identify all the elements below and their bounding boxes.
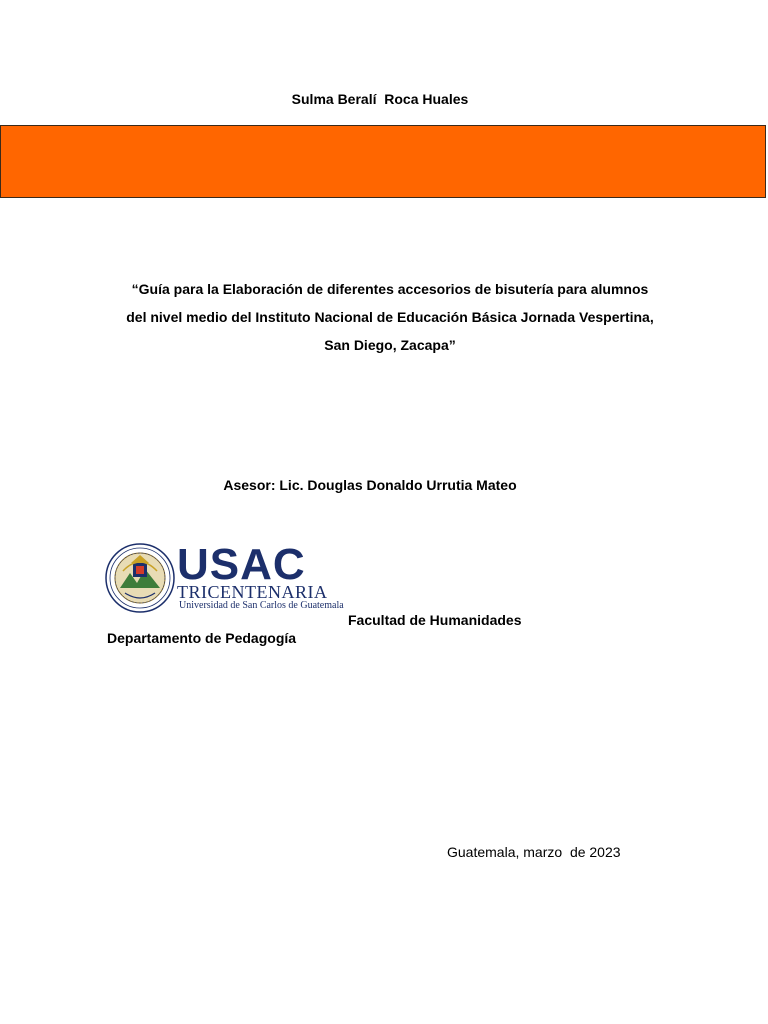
logo-university-text: Universidad de San Carlos de Guatemala [179, 600, 344, 611]
document-title: “Guía para la Elaboración de diferentes accesorios de bisutería para alumnos del nivel medio del Instituto Nacional de Educación Básica Jornada Vespertina, San Diego, Zacapa” [126, 281, 654, 353]
logo-text [177, 540, 344, 617]
advisor-line: Asesor: Lic. Douglas Donaldo Urrutia Mateo [223, 477, 517, 493]
author-name: Sulma Beralí Roca Huales [291, 91, 469, 107]
orange-banner [0, 125, 766, 198]
logo-usac-text: USAC [177, 540, 306, 589]
department-name: Departamento de Pedagogía [107, 630, 297, 646]
university-seal-icon [105, 543, 175, 613]
faculty-name: Facultad de Humanidades [348, 612, 522, 628]
usac-logo [105, 540, 344, 617]
logo-tricentenaria-text: TRICENTENARIA [177, 582, 328, 602]
place-and-date: Guatemala, marzo de 2023 [447, 844, 621, 860]
